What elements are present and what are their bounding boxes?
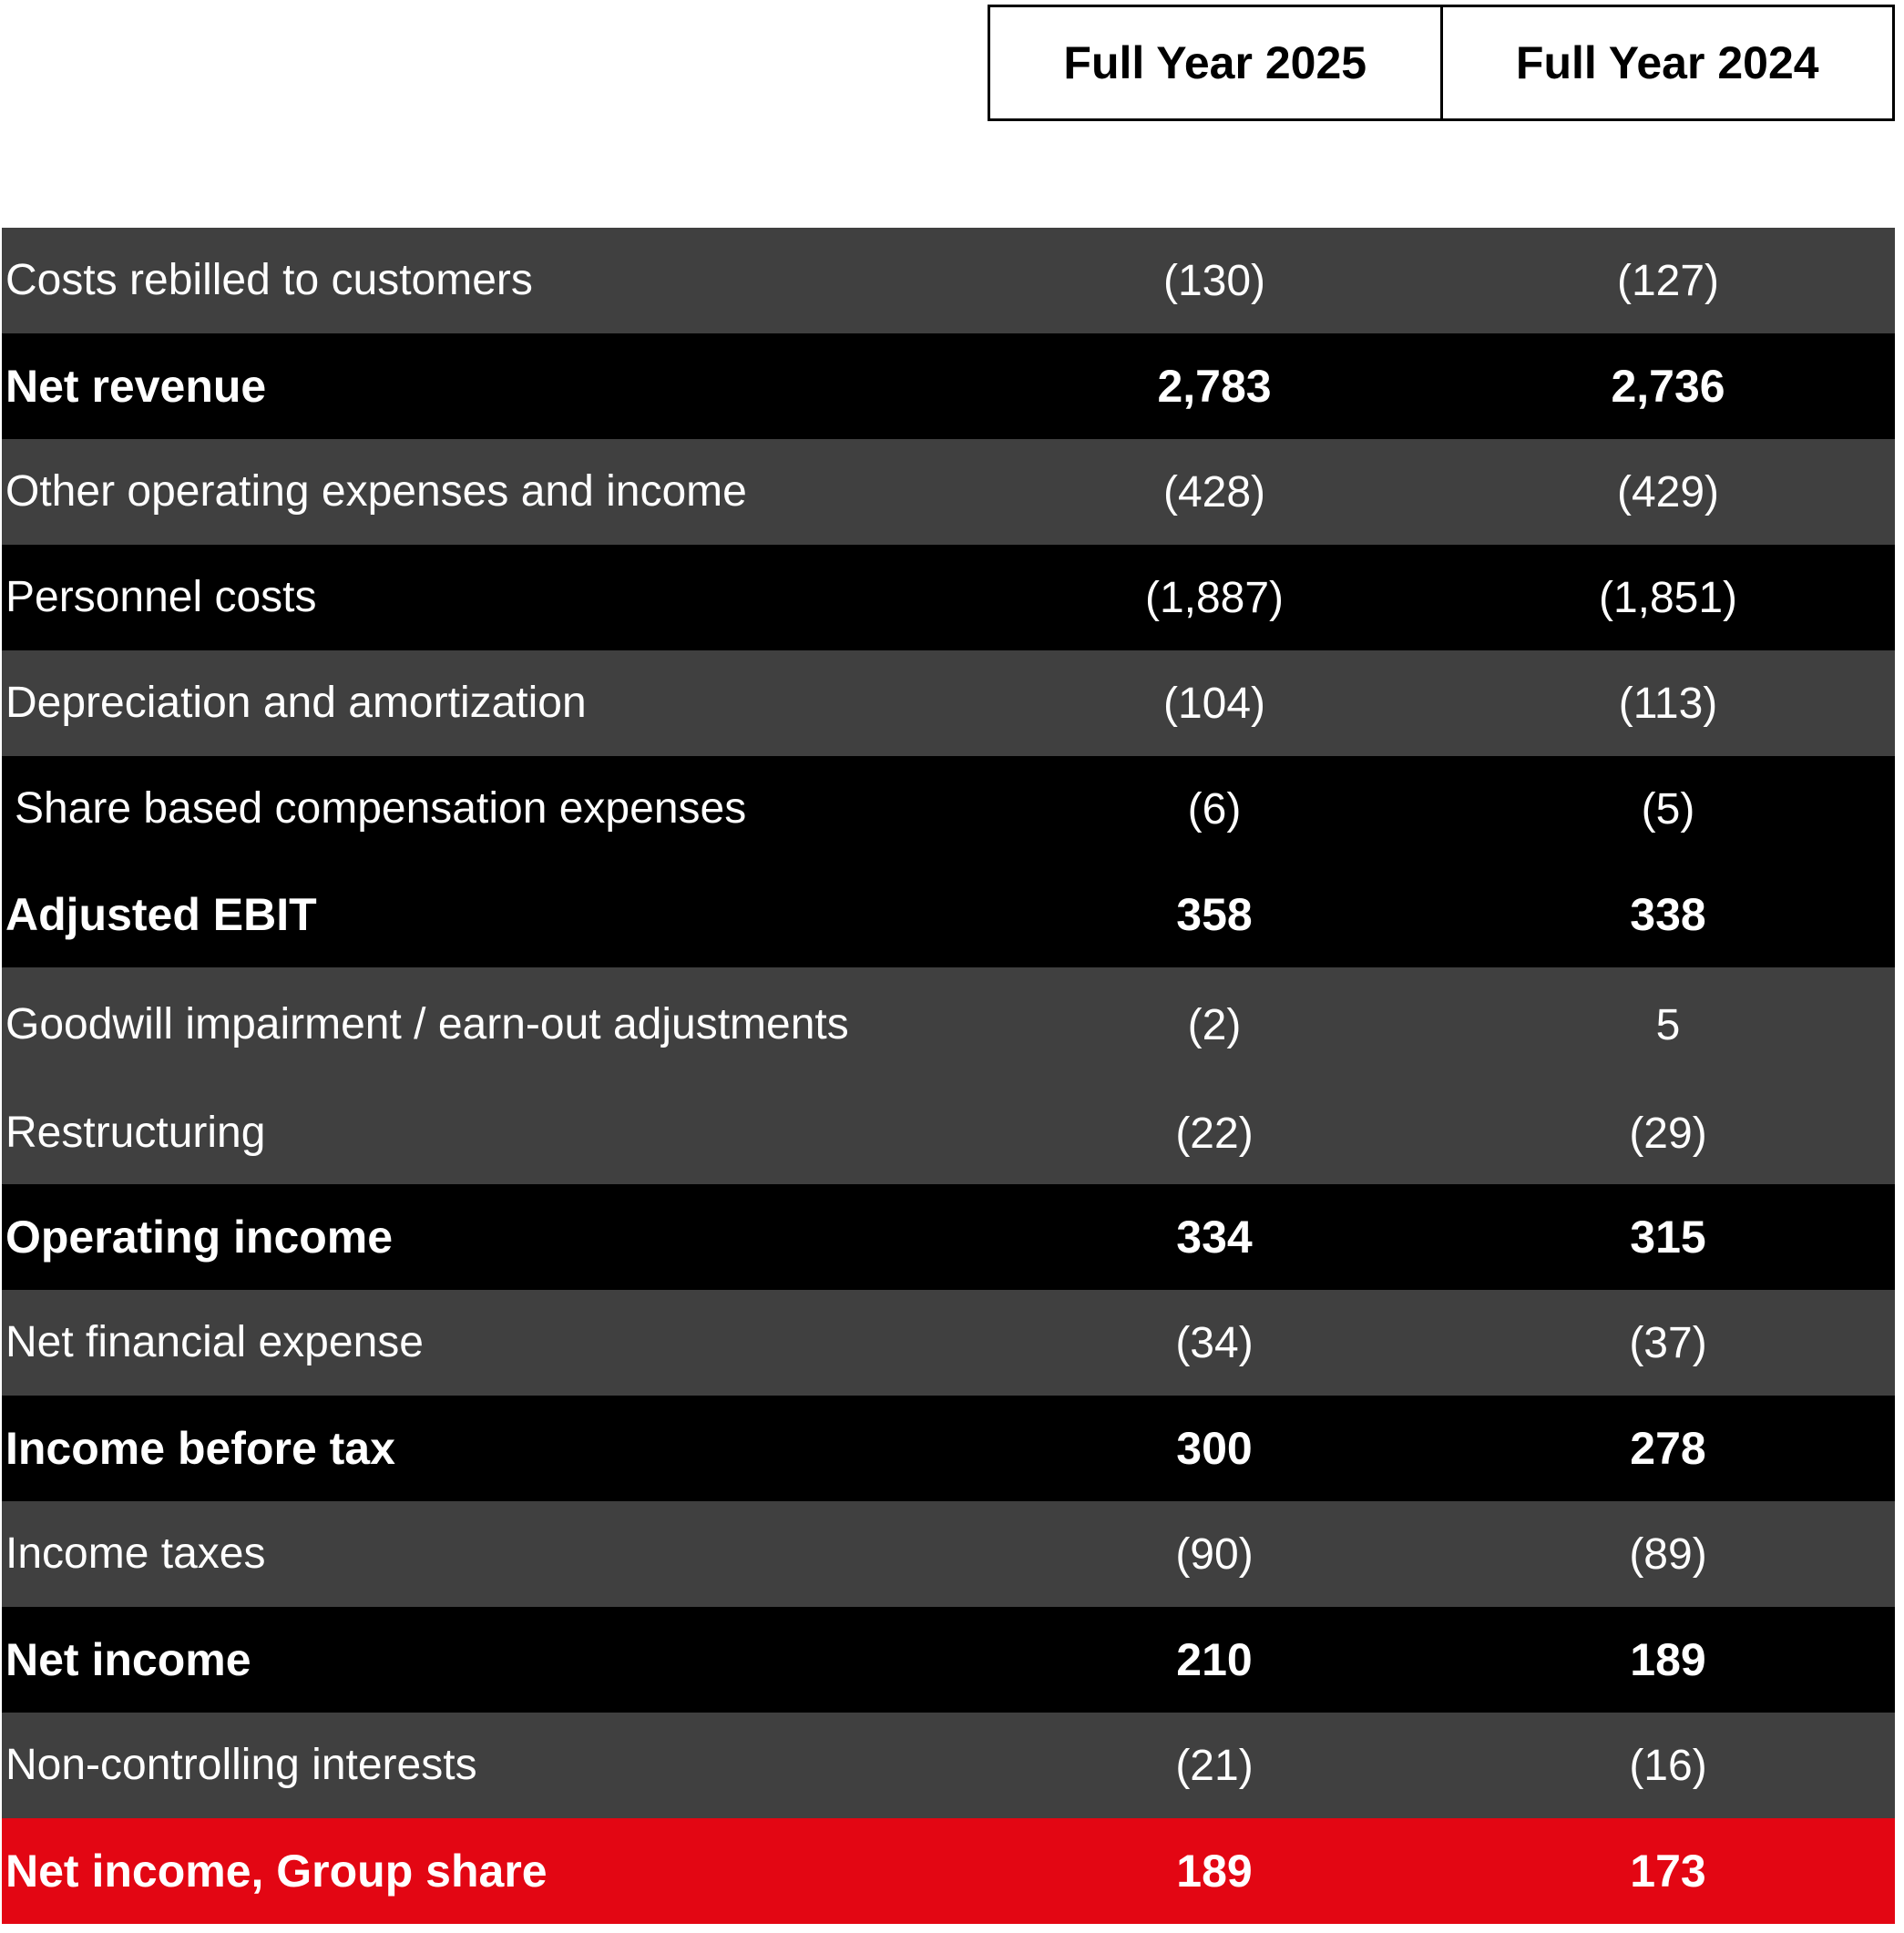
value-fy2025: (21)	[1175, 1741, 1254, 1790]
row-label: Net financial expense	[5, 1318, 424, 1366]
table-row	[2, 862, 1895, 967]
row-label: Goodwill impairment / earn-out adjustments	[5, 1000, 849, 1048]
row-label: Costs rebilled to customers	[5, 256, 533, 304]
value-fy2024: 189	[1630, 1634, 1706, 1685]
value-fy2024: (16)	[1629, 1741, 1707, 1790]
row-label: Personnel costs	[5, 573, 317, 621]
table-row	[2, 545, 1895, 650]
value-fy2024: (5)	[1641, 784, 1695, 834]
value-fy2025: 358	[1176, 889, 1253, 940]
value-fy2025: (130)	[1162, 256, 1266, 305]
table-row	[2, 650, 1895, 756]
table-row	[2, 1713, 1895, 1818]
table-row	[2, 756, 1895, 862]
row-label: Restructuring	[5, 1109, 266, 1157]
value-fy2024: 315	[1630, 1212, 1706, 1263]
column-header	[988, 5, 1895, 121]
value-fy2025: (2)	[1187, 1000, 1242, 1049]
value-fy2025: (104)	[1162, 679, 1266, 728]
value-fy2024: (113)	[1618, 679, 1718, 728]
table-row	[2, 1396, 1895, 1501]
value-fy2025: 334	[1176, 1212, 1253, 1263]
table-row	[2, 1607, 1895, 1713]
header-full-year-2024: Full Year 2024	[1443, 5, 1896, 121]
row-label: Net income, Group share	[5, 1845, 548, 1897]
table-row	[2, 1184, 1895, 1290]
value-fy2024: (1,851)	[1598, 573, 1738, 622]
value-fy2025: (6)	[1187, 784, 1242, 834]
value-fy2025: 189	[1176, 1846, 1253, 1897]
value-fy2024: (89)	[1629, 1529, 1707, 1579]
value-fy2024: 5	[1655, 1000, 1681, 1049]
value-fy2024: 278	[1630, 1423, 1706, 1474]
table-row	[2, 1501, 1895, 1607]
value-fy2025: 210	[1176, 1634, 1253, 1685]
header-full-year-2025: Full Year 2025	[988, 5, 1443, 121]
value-fy2025: 2,783	[1157, 361, 1272, 412]
value-fy2025: (428)	[1162, 467, 1266, 516]
row-label: Operating income	[5, 1211, 394, 1263]
row-label: Net income	[5, 1633, 251, 1685]
table-row	[2, 1082, 1895, 1184]
value-fy2024: 2,736	[1611, 361, 1725, 412]
table-row	[2, 439, 1895, 545]
value-fy2025: (34)	[1175, 1318, 1254, 1367]
value-fy2025: (22)	[1175, 1109, 1254, 1158]
table-row	[2, 1290, 1895, 1396]
row-label: Net revenue	[5, 360, 267, 412]
value-fy2024: (37)	[1629, 1318, 1707, 1367]
row-label: Income taxes	[5, 1529, 266, 1578]
row-label: Non-controlling interests	[5, 1741, 477, 1789]
table-row	[2, 967, 1895, 1082]
table-row-highlight	[2, 1818, 1895, 1924]
value-fy2025: (1,887)	[1144, 573, 1285, 622]
table-row	[2, 228, 1895, 333]
value-fy2024: 173	[1630, 1846, 1706, 1897]
value-fy2024: (127)	[1616, 256, 1720, 305]
row-label: Other operating expenses and income	[5, 467, 747, 516]
value-fy2024: (429)	[1616, 467, 1720, 516]
row-label: Income before tax	[5, 1422, 395, 1474]
row-label: Depreciation and amortization	[5, 679, 587, 727]
value-fy2025: (90)	[1175, 1529, 1254, 1579]
value-fy2024: (29)	[1629, 1109, 1707, 1158]
income-statement-table	[2, 228, 1895, 1924]
table-row	[2, 333, 1895, 439]
value-fy2025: 300	[1176, 1423, 1253, 1474]
row-label: Adjusted EBIT	[5, 888, 317, 940]
value-fy2024: 338	[1630, 889, 1706, 940]
row-label: Share based compensation expenses	[15, 784, 747, 833]
